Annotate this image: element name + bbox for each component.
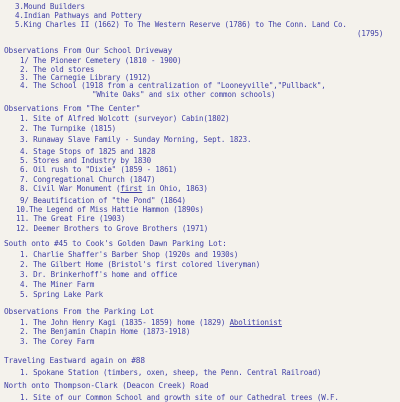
south-item-3: 3. Dr. Brinkerhoff's home and office: [20, 270, 178, 279]
center-item-9: 9/ Beautification of "the Pond" (1864): [20, 196, 186, 205]
driveway-item-4-continued: "White Oaks" and six other common schools): [92, 90, 276, 99]
intro-item-5: 5.King Charles II (1662) To The Western Reserve (1786) to The Conn. Land Co.: [15, 20, 347, 29]
intro-item-4: 4.Indian Pathways and Pottery: [15, 11, 142, 20]
driveway-item-1: 1/ The Pioneer Cemetery (1810 - 1900): [20, 56, 182, 65]
center-item-11: 11. The Great Fire (1903): [16, 214, 126, 223]
center-item-3: 3. Runaway Slave Family - Sunday Morning, Sept. 1823.: [20, 135, 252, 144]
south-item-5: 5. Spring Lake Park: [20, 290, 103, 299]
section-heading-driveway: Observations From Our School Driveway: [4, 46, 173, 55]
center-item-1: 1. Site of Alfred Wolcott (surveyor) Cabin(1802): [20, 114, 230, 123]
parking-item-1: 1. The John Henry Kagi (1835- 1859) home (1829) Abolitionist: [20, 318, 282, 327]
center-item-4: 4. Stage Stops of 1825 and 1828: [20, 147, 156, 156]
north-item-1: 1. Site of our Common School and growth site of our Cathedral trees (W.F.: [20, 393, 339, 402]
center-item-8: 8. Civil War Monument (first in Ohio, 1863): [20, 184, 208, 193]
driveway-item-4: 4. The School (1918 from a centralization of "Looneyville","Pullback",: [20, 81, 326, 90]
section-heading-north: North onto Thompson-Clark (Deacon Creek) Road: [4, 381, 209, 390]
intro-item-5-continued: (1795): [357, 29, 384, 38]
center-item-6: 6. Oil rush to "Dixie" (1859 - 1861): [20, 165, 178, 174]
center-item-5: 5. Stores and Industry by 1830: [20, 156, 151, 165]
center-item-12: 12. Deemer Brothers to Grove Brothers (1971): [16, 224, 209, 233]
south-item-1: 1. Charlie Shaffer's Barber Shop (1920s and 1930s): [20, 250, 239, 259]
center-item-10: 10.The Legend of Miss Hattie Hammon (1890s): [16, 205, 204, 214]
parking-item-2: 2. The Benjamin Chapin Home (1873-1918): [20, 327, 191, 336]
south-item-2: 2. The Gilbert Home (Bristol's first colored liveryman): [20, 260, 261, 269]
south-item-4: 4. The Miner Farm: [20, 280, 95, 289]
section-heading-eastward: Traveling Eastward again on #88: [4, 356, 145, 365]
driveway-item-2: 2. The old stores: [20, 65, 95, 74]
section-heading-south: South onto #45 to Cook's Golden Dawn Parking Lot:: [4, 239, 227, 248]
driveway-item-3: 3. The Carnegie Library (1912): [20, 73, 151, 82]
center-item-2: 2. The Turnpike (1815): [20, 124, 117, 133]
intro-item-3: 3.Mound Builders: [15, 2, 85, 11]
parking-item-3: 3. The Corey Farm: [20, 337, 95, 346]
eastward-item-1: 1. Spokane Station (timbers, oxen, sheep, the Penn. Central Railroad): [20, 368, 322, 377]
section-heading-parking: Observations From the Parking Lot: [4, 307, 154, 316]
section-heading-center: Observations From "The Center": [4, 104, 141, 113]
center-item-7: 7. Congregational Church (1847): [20, 175, 156, 184]
